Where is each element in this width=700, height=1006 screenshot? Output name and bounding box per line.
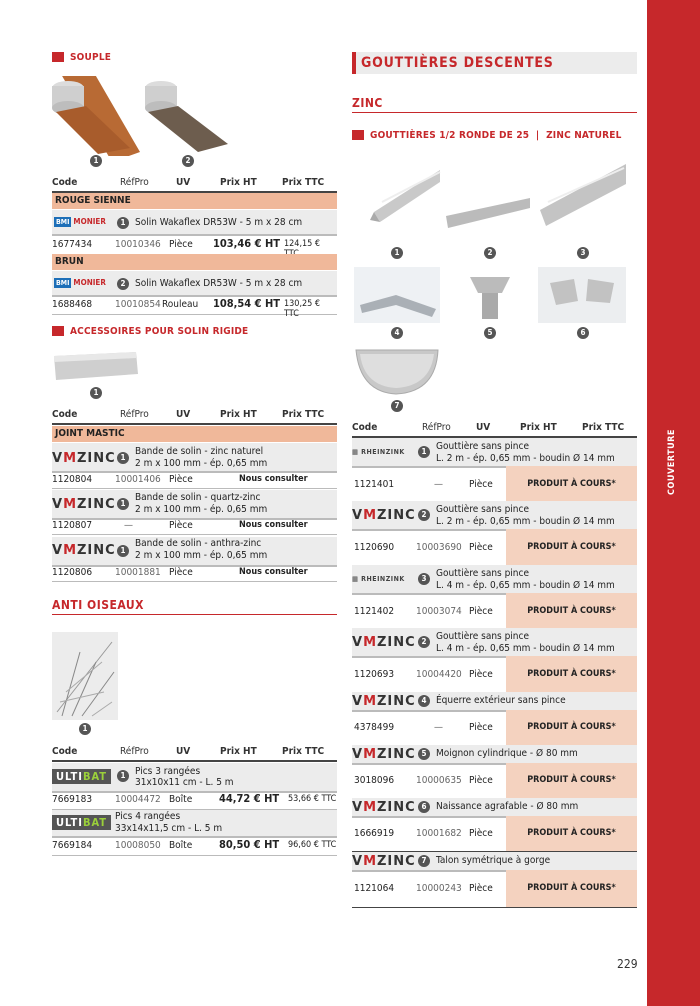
table-row	[52, 295, 337, 319]
monier-logo	[54, 217, 106, 226]
table-row	[52, 790, 337, 810]
ultibat-logo: ULTIBAT	[52, 769, 111, 784]
gouttieres-marker-5: 5	[484, 327, 496, 339]
vmzinc-logo: VMZINC	[352, 635, 416, 650]
item-marker: 2	[418, 636, 430, 648]
gouttieres-marker-3: 3	[577, 247, 589, 259]
uv: Boîte	[169, 794, 193, 805]
uv: Pièce	[469, 827, 493, 839]
anti-oiseaux-title: ANTI OISEAUX	[52, 598, 144, 612]
col-code: Code	[52, 746, 78, 757]
item-marker: 1	[117, 217, 129, 229]
item-marker: 2	[117, 278, 129, 290]
price-status: PRODUIT À COURS*	[506, 763, 637, 798]
gouttieres-marker-7: 7	[391, 400, 403, 412]
product-dimensions: 31x10x11 cm - L. 5 m	[135, 777, 234, 788]
product-dimensions: L. 4 m - ép. 0,65 mm - boudin Ø 14 mm	[436, 643, 615, 654]
bmi-tag: BMI	[56, 218, 70, 226]
uv: Boîte	[169, 840, 193, 851]
vmzinc-logo: VMZINC	[52, 451, 116, 466]
col-prix-ht: Prix HT	[220, 746, 257, 757]
product-dimensions: L. 2 m - ép. 0,65 mm - boudin Ø 14 mm	[436, 516, 615, 527]
uv: Pièce	[469, 882, 493, 894]
item-marker: 4	[418, 695, 430, 707]
gouttieres-marker-2: 2	[484, 247, 496, 259]
product-description: Bande de solin - zinc naturel	[135, 446, 264, 457]
price: Nous consulter	[239, 474, 308, 484]
zinc-subtitle: ZINC	[352, 96, 383, 110]
category-rouge-sienne: ROUGE SIENNE	[52, 193, 337, 209]
col-code: Code	[52, 177, 78, 188]
prix-ht: 108,54 € HT	[213, 297, 280, 310]
anti-oiseaux-table-header	[52, 746, 337, 758]
section-sidebar	[647, 0, 700, 1006]
uv: Pièce	[469, 478, 493, 490]
product-description: Gouttière sans pince	[436, 441, 529, 452]
code: 1120693	[354, 668, 395, 680]
col-code: Code	[352, 422, 378, 433]
price-status: PRODUIT À COURS*	[506, 466, 637, 503]
refpro: 10003690	[416, 541, 462, 553]
col-prix-ht: Prix HT	[220, 409, 257, 420]
code: 1121401	[354, 478, 395, 490]
solin-rolls-image	[48, 76, 248, 156]
gouttieres-section-title: GOUTTIÈRES 1/2 RONDE DE 25 | ZINC NATUREL	[370, 130, 622, 141]
table-row	[52, 235, 337, 255]
prix-ht: 80,50 € HT	[219, 838, 280, 851]
code: 1121064	[354, 882, 395, 894]
code: 7669183	[52, 794, 93, 805]
category-joint-mastic: JOINT MASTIC	[52, 426, 337, 442]
prix-ttc: 96,60 € TTC	[288, 840, 337, 850]
col-refpro: RéfPro	[120, 746, 149, 757]
divider	[52, 614, 337, 615]
col-uv: UV	[176, 746, 191, 757]
col-uv: UV	[176, 409, 191, 420]
refpro: —	[434, 478, 443, 490]
table-row	[52, 517, 337, 535]
uv: Pièce	[169, 567, 193, 578]
col-refpro: RéfPro	[120, 409, 149, 420]
product-description: Naissance agrafable - Ø 80 mm	[436, 801, 579, 812]
uv: Pièce	[469, 541, 493, 553]
divider	[352, 112, 637, 113]
code: 1677434	[52, 239, 93, 250]
accessoires-table-header	[52, 409, 337, 421]
rheinzink-logo: ▦ RHEINZINK	[352, 448, 405, 456]
product-description: Solin Wakaflex DR53W - 5 m x 28 cm	[135, 278, 303, 289]
uv: Rouleau	[162, 299, 199, 310]
uv: Pièce	[469, 668, 493, 680]
gouttieres-section-heading	[352, 130, 622, 141]
vmzinc-logo: VMZINC	[352, 747, 416, 762]
item-marker: 1	[117, 770, 129, 782]
product-description: Bande de solin - anthra-zinc	[135, 538, 262, 549]
item-marker: 1	[117, 545, 129, 557]
vmzinc-logo: VMZINC	[52, 497, 116, 512]
anti-oiseaux-marker-1: 1	[79, 723, 91, 735]
refpro: 10001881	[115, 567, 161, 578]
col-refpro: RéfPro	[422, 422, 451, 433]
product-dimensions: 2 m x 100 mm - ép. 0,65 mm	[135, 504, 268, 515]
price: Nous consulter	[239, 567, 308, 577]
product-description: Solin Wakaflex DR53W - 5 m x 28 cm	[135, 217, 303, 228]
refpro: 10003074	[416, 605, 462, 617]
product-dimensions: L. 2 m - ép. 0,65 mm - boudin Ø 14 mm	[436, 453, 615, 464]
refpro: —	[124, 520, 133, 531]
col-refpro: RéfPro	[120, 177, 149, 188]
refpro: 10008050	[115, 840, 161, 851]
refpro: 10000635	[416, 774, 462, 786]
souple-heading	[52, 52, 111, 63]
gouttieres-marker-1: 1	[391, 247, 403, 259]
sidebar-label: COUVERTURE	[667, 429, 677, 495]
code: 3018096	[354, 774, 395, 786]
product-description: Moignon cylindrique - Ø 80 mm	[436, 748, 578, 759]
item-marker: 2	[418, 509, 430, 521]
product-description: Équerre extérieur sans pince	[436, 695, 566, 706]
refpro: 10010346	[115, 239, 161, 250]
product-description: Pics 3 rangées	[135, 766, 201, 777]
col-prix-ht: Prix HT	[520, 422, 557, 433]
prix-ttc: 130,25 € TTC	[284, 299, 321, 319]
vmzinc-logo: VMZINC	[52, 543, 116, 558]
accessoires-heading	[52, 326, 248, 337]
gouttieres-marker-4: 4	[391, 327, 403, 339]
item-marker: 7	[418, 855, 430, 867]
vmzinc-logo: VMZINC	[352, 508, 416, 523]
souple-marker-2: 2	[182, 155, 194, 167]
product-dimensions: 2 m x 100 mm - ép. 0,65 mm	[135, 550, 268, 561]
prix-ttc: 53,66 € TTC	[288, 794, 337, 804]
divider	[52, 423, 337, 425]
code: 1120807	[52, 520, 93, 531]
bmi-tag: BMI	[56, 279, 70, 287]
category-brun: BRUN	[52, 254, 337, 270]
col-prix-ttc: Prix TTC	[282, 177, 325, 188]
uv: Pièce	[169, 239, 193, 250]
price-status: PRODUIT À COURS*	[506, 870, 637, 907]
end-cap-image	[352, 346, 442, 398]
brand-name: RHEINZINK	[361, 448, 405, 456]
product-description: Bande de solin - quartz-zinc	[135, 492, 261, 503]
product-dimensions: 33x14x11,5 cm - L. 5 m	[115, 823, 223, 834]
prix-ht: 44,72 € HT	[219, 792, 280, 805]
code: 1688468	[52, 299, 93, 310]
col-uv: UV	[176, 177, 191, 188]
accessoires-title: ACCESSOIRES POUR SOLIN RIGIDE	[70, 326, 249, 337]
col-prix-ttc: Prix TTC	[582, 422, 625, 433]
refpro: 10004472	[115, 794, 161, 805]
gouttieres-marker-6: 6	[577, 327, 589, 339]
item-marker: 3	[418, 573, 430, 585]
product-description: Gouttière sans pince	[436, 631, 529, 642]
refpro: —	[434, 721, 443, 733]
bird-spikes-image	[52, 632, 118, 720]
refpro: 10000243	[416, 882, 462, 894]
product-description: Pics 4 rangées	[115, 811, 181, 822]
product-description: Talon symétrique à gorge	[436, 855, 551, 866]
price-status: PRODUIT À COURS*	[506, 593, 637, 630]
code: 1120806	[52, 567, 93, 578]
gutters-image	[352, 160, 642, 240]
vmzinc-logo: VMZINC	[352, 694, 416, 709]
item-marker: 1	[418, 446, 430, 458]
item-marker: 5	[418, 748, 430, 760]
page-number: 229	[617, 957, 638, 971]
gutter-accessories-image	[352, 265, 642, 327]
table-row	[52, 836, 337, 856]
divider	[52, 760, 337, 762]
title-accent	[352, 52, 356, 74]
gouttieres-table-header	[352, 422, 637, 434]
col-prix-ttc: Prix TTC	[282, 746, 325, 757]
uv: Pièce	[469, 774, 493, 786]
code: 1666919	[354, 827, 395, 839]
table-row	[52, 564, 337, 582]
vmzinc-logo: VMZINC	[352, 854, 416, 869]
product-description: Gouttière sans pince	[436, 504, 529, 515]
gouttieres-title: GOUTTIÈRES DESCENTES	[361, 55, 554, 71]
table-row	[52, 471, 337, 489]
product-description: Gouttière sans pince	[436, 568, 529, 579]
code: 4378499	[354, 721, 395, 733]
refpro: 10001682	[416, 827, 462, 839]
col-code: Code	[52, 409, 78, 420]
uv: Pièce	[469, 721, 493, 733]
uv: Pièce	[169, 474, 193, 485]
code: 1121402	[354, 605, 395, 617]
code: 1120690	[354, 541, 395, 553]
brand-name: MONIER	[73, 278, 106, 287]
brand-name: MONIER	[73, 217, 106, 226]
code: 1120804	[52, 474, 93, 485]
souple-marker-1: 1	[90, 155, 102, 167]
item-marker: 6	[418, 801, 430, 813]
col-prix-ht: Prix HT	[220, 177, 257, 188]
uv: Pièce	[469, 605, 493, 617]
price-status: PRODUIT À COURS*	[506, 710, 637, 745]
ultibat-logo: ULTIBAT	[52, 815, 111, 830]
price-status: PRODUIT À COURS*	[506, 656, 637, 693]
prix-ttc: 124,15 €	[284, 239, 321, 249]
col-prix-ttc: Prix TTC	[282, 409, 325, 420]
vmzinc-logo: VMZINC	[352, 800, 416, 815]
prix-ht: 103,46 € HT	[213, 237, 280, 250]
souple-table-header	[52, 177, 337, 189]
item-marker: 1	[117, 498, 129, 510]
item-marker: 1	[117, 452, 129, 464]
price: Nous consulter	[239, 520, 308, 530]
refpro: 10004420	[416, 668, 462, 680]
refpro: 10010854	[115, 299, 161, 310]
solin-band-image	[52, 350, 142, 384]
rheinzink-logo: ▦ RHEINZINK	[352, 575, 405, 583]
souple-title: SOUPLE	[70, 52, 112, 63]
code: 7669184	[52, 840, 93, 851]
uv: Pièce	[169, 520, 193, 531]
refpro: 10001406	[115, 474, 161, 485]
price-status: PRODUIT À COURS*	[506, 529, 637, 566]
brand-name: RHEINZINK	[361, 575, 405, 583]
price-status: PRODUIT À COURS*	[506, 816, 637, 851]
accessoires-marker-1: 1	[90, 387, 102, 399]
product-dimensions: 2 m x 100 mm - ép. 0,65 mm	[135, 458, 268, 469]
monier-logo	[54, 278, 106, 287]
col-uv: UV	[476, 422, 491, 433]
product-dimensions: L. 4 m - ép. 0,65 mm - boudin Ø 14 mm	[436, 580, 615, 591]
